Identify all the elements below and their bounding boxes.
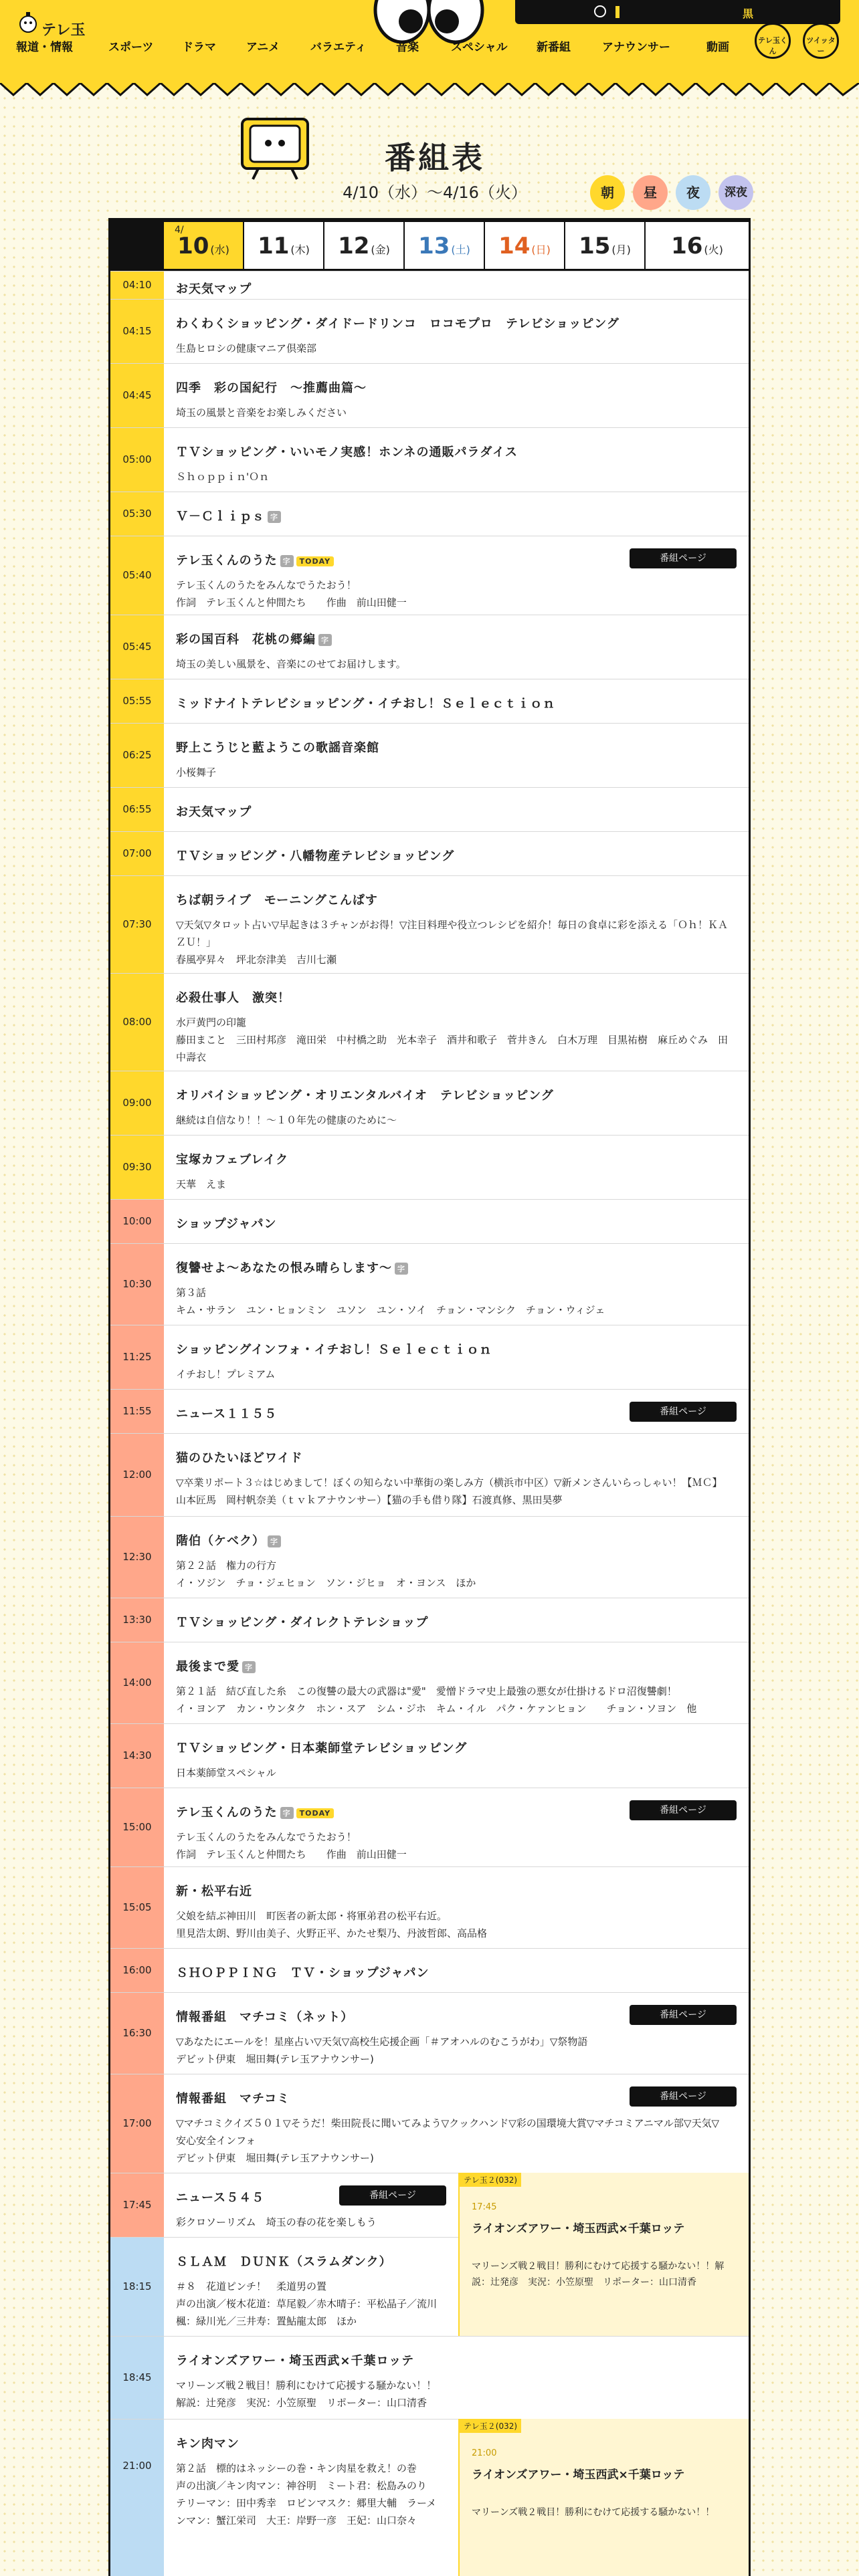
- program-desc: 生島ヒロシの健康マニア倶楽部: [176, 342, 317, 354]
- tab-day-number: 13: [418, 233, 450, 259]
- twitter-icon[interactable]: [803, 23, 839, 59]
- program-row[interactable]: [110, 1389, 749, 1433]
- subchannel-badge: テレ玉２(032): [460, 2419, 521, 2433]
- program-title[interactable]: ちば朝ライブ モーニングこんぱす: [176, 893, 378, 907]
- program-time: 14:00: [122, 1676, 152, 1689]
- tab-day-number: 15: [579, 233, 611, 259]
- program-title[interactable]: 猫のひたいほどワイド: [176, 1451, 303, 1465]
- program-row[interactable]: [110, 363, 749, 427]
- program-page-button[interactable]: 番組ページ: [339, 2185, 446, 2206]
- time-cell: [110, 1325, 164, 1389]
- program-page-button[interactable]: 番組ページ: [630, 2086, 737, 2107]
- subchannel-panel[interactable]: [458, 2173, 749, 2336]
- subtitle-tag: 字: [242, 1661, 256, 1673]
- program-row[interactable]: [110, 1516, 749, 1598]
- program-title[interactable]: ＴＶショッピング・八幡物産テレビショッピング: [176, 849, 455, 863]
- time-cell: [110, 1867, 164, 1948]
- program-desc: Ｓｈｏｐｐｉｎ'Ｏｎ: [176, 471, 270, 483]
- time-cell: [110, 1136, 164, 1199]
- time-cell: [110, 1390, 164, 1433]
- subchannel-time: 17:45: [472, 2202, 497, 2212]
- program-desc: マリーンズ戦２戦目！勝利にむけて応援する騒かない！！: [176, 2379, 437, 2391]
- program-desc: 第２１話 結び直した糸 この復讐の最大の武器は"愛" 愛憎ドラマ史上最強の悪女が仕掛けるドロ沼復讐劇！: [176, 1685, 677, 1697]
- time-cell: [110, 832, 164, 875]
- tab-day-number: 12: [338, 233, 370, 259]
- night-filter[interactable]: 夜: [676, 175, 710, 210]
- subtitle-tag: 字: [268, 511, 281, 523]
- program-desc: 埼玉の美しい風景を、音楽にのせてお届けします。: [176, 658, 406, 670]
- time-cell: [110, 1434, 164, 1516]
- program-time: 05:30: [122, 507, 152, 520]
- program-cast: 解説：辻発彦 実況：小笠原聖 リポーター：山口清香: [176, 2397, 427, 2409]
- program-title[interactable]: 復讐せよ〜あなたの恨み晴らします〜: [176, 1261, 392, 1275]
- program-row[interactable]: [110, 427, 749, 492]
- program-title[interactable]: ＳＬＡＭ ＤＵＮＫ（スラムダンク）: [176, 2255, 392, 2269]
- program-time: 17:00: [122, 2117, 152, 2129]
- nav-anime[interactable]: アニメ: [246, 41, 280, 54]
- icon-label: テレ玉くん: [758, 36, 787, 56]
- daytime-filter[interactable]: 昼: [633, 175, 668, 210]
- subchannel-time: 21:00: [472, 2448, 497, 2458]
- program-time: 16:00: [122, 1963, 152, 1976]
- tab-day-10[interactable]: [163, 222, 243, 269]
- program-row[interactable]: [110, 1642, 749, 1723]
- program-desc: テレ玉くんのうたをみんなでうたおう！: [176, 579, 357, 591]
- icon-label: ツイッター: [806, 36, 836, 56]
- program-time: 07:00: [122, 847, 152, 859]
- program-title[interactable]: ライオンズアワー・埼玉西武×千葉ロッテ: [176, 2354, 415, 2368]
- program-page-button[interactable]: 番組ページ: [630, 2005, 737, 2025]
- subtitle-tag: 字: [280, 555, 294, 567]
- clock-icon[interactable]: [594, 5, 606, 17]
- telletama-kun-icon[interactable]: [755, 23, 791, 59]
- program-time: 05:45: [122, 640, 152, 653]
- subtitle-tag: 字: [318, 634, 332, 646]
- program-row[interactable]: [110, 1135, 749, 1199]
- schedule-table: [108, 218, 751, 2576]
- program-time: 05:55: [122, 694, 152, 707]
- tab-weekday: (水): [210, 243, 229, 256]
- program-title[interactable]: 情報番組 マチコミ: [176, 2092, 290, 2106]
- program-time: 10:00: [122, 1214, 152, 1227]
- program-title[interactable]: ＴＶショッピング・ダイレクトテレショップ: [176, 1616, 429, 1630]
- program-title[interactable]: 四季 彩の国紀行 〜推薦曲篇〜: [176, 381, 367, 395]
- program-page-button[interactable]: 番組ページ: [630, 548, 737, 568]
- program-time: 09:00: [122, 1096, 152, 1109]
- program-row[interactable]: [110, 831, 749, 875]
- program-time: 18:45: [122, 2371, 152, 2383]
- tab-weekday: (金): [371, 243, 390, 256]
- header-zigzag: [0, 83, 859, 99]
- program-page-button[interactable]: 番組ページ: [630, 1800, 737, 1820]
- program-title[interactable]: ＴＶショッピング・いいモノ実感！ホンネの通販パラダイス: [176, 445, 518, 459]
- subchannel-desc: マリーンズ戦２戦目！勝利にむけて応援する騒かない！！: [472, 2507, 715, 2518]
- program-title[interactable]: 彩の国百科 花桃の郷編: [176, 633, 316, 647]
- program-cast: デビット伊東 堀田舞(テレ玉アナウンサー): [176, 2152, 374, 2164]
- program-time: 16:30: [122, 2026, 152, 2039]
- program-title[interactable]: Ｖ－Ｃｌｉｐｓ: [176, 510, 265, 524]
- tab-weekday: (木): [290, 243, 310, 256]
- time-cell: [110, 615, 164, 679]
- program-title[interactable]: ニュース５４５: [176, 2191, 265, 2205]
- program-desc: 彩クロソーリズム 埼玉の春の花を楽しもう: [176, 2216, 377, 2228]
- time-cell: [110, 1724, 164, 1788]
- program-title[interactable]: テレ玉くんのうた: [176, 1806, 278, 1820]
- nav-drama[interactable]: ドラマ: [182, 41, 216, 54]
- program-desc: 第３話: [176, 1287, 207, 1299]
- time-cell: [110, 1517, 164, 1598]
- program-cast: イ・ヨンア カン・ウンタク ホン・スア シム・ジホ キム・イル パク・ケァンヒョン チョン・ソヨン 他: [176, 1703, 697, 1715]
- program-title[interactable]: ミッドナイトテレビショッピング・イチおし！Ｓｅｌｅｃｔｉｏｎ: [176, 697, 556, 711]
- program-time: 04:15: [122, 324, 152, 337]
- day-tabs: [110, 220, 749, 271]
- tab-day-number: 10: [177, 233, 209, 259]
- program-row[interactable]: [110, 1992, 749, 2074]
- program-time: 11:25: [122, 1350, 152, 1363]
- program-time: 12:30: [122, 1550, 152, 1563]
- program-time: 12:00: [122, 1468, 152, 1481]
- tab-day-number: 16: [671, 233, 703, 259]
- morning-filter[interactable]: 朝: [590, 175, 625, 210]
- nav-sports[interactable]: スポーツ: [108, 41, 154, 54]
- program-title[interactable]: ニュース１１５５: [176, 1407, 278, 1421]
- program-time: 14:30: [122, 1749, 152, 1761]
- logo-text: テレ玉: [41, 22, 86, 39]
- nav-news[interactable]: 報道・情報: [16, 41, 73, 54]
- nav-announcer[interactable]: アナウンサー: [602, 41, 670, 54]
- program-row[interactable]: [110, 271, 749, 299]
- time-cell: [110, 1993, 164, 2074]
- program-desc: 父娘を結ぶ神田川 町医者の新太郎・将軍弟君の松平右近。: [176, 1910, 448, 1922]
- program-cast: 声の出演／キン肉マン：神谷明 ミート君：松島みのり テリーマン：田中秀幸 ロビンマスク：郷里大輔 ラーメンマン：蟹江栄司 大王：岸野一彦 王妃：山口奈々: [176, 2480, 437, 2527]
- subtitle-tag: 字: [268, 1535, 281, 1547]
- subchannel-title[interactable]: ライオンズアワー・埼玉西武×千葉ロッテ: [472, 2468, 685, 2482]
- program-row[interactable]: [110, 973, 749, 1071]
- time-cell: [110, 679, 164, 723]
- program-row[interactable]: [110, 1433, 749, 1516]
- late-night-filter[interactable]: 深夜: [719, 175, 753, 210]
- topbar-text[interactable]: 黒: [743, 7, 754, 20]
- program-cast: イ・ソジン チョ・ジェヒョン ソン・ジヒョ オ・ヨンス ほか: [176, 1577, 476, 1589]
- program-desc: 第２２話 権力の行方: [176, 1560, 277, 1572]
- program-row[interactable]: [110, 723, 749, 787]
- program-row[interactable]: [110, 1948, 749, 1992]
- tv-mascot-icon: [238, 114, 312, 181]
- time-cell: [110, 1244, 164, 1325]
- program-desc: イチおし！プレミアム: [176, 1368, 276, 1380]
- program-desc: テレ玉くんのうたをみんなでうたおう！: [176, 1831, 357, 1843]
- time-cell: [110, 428, 164, 492]
- program-time: 11:55: [122, 1404, 152, 1417]
- program-row[interactable]: [110, 679, 749, 723]
- program-time: 04:10: [122, 278, 152, 291]
- top-utility-bar: [515, 0, 840, 24]
- tab-day-number: 11: [258, 233, 290, 259]
- time-cell: [110, 974, 164, 1071]
- time-cell: [110, 1788, 164, 1866]
- program-time: 18:15: [122, 2280, 152, 2292]
- program-row[interactable]: [110, 2074, 749, 2173]
- program-title[interactable]: ショッピングインフォ・イチおし！Ｓｅｌｅｃｔｉｏｎ: [176, 1343, 492, 1357]
- time-cell: [110, 272, 164, 299]
- program-desc: ▽あなたにエールを！星座占い▽天気▽高校生応援企画「＃アオハルのむこうがわ」▽祭物語: [176, 2036, 588, 2048]
- program-page-button[interactable]: 番組ページ: [630, 1402, 737, 1422]
- time-cell: [110, 2173, 164, 2237]
- program-time: 08:00: [122, 1015, 152, 1028]
- program-row[interactable]: [110, 1325, 749, 1389]
- program-title[interactable]: テレ玉くんのうた: [176, 554, 278, 568]
- program-row[interactable]: [110, 1866, 749, 1948]
- subchannel-desc: マリーンズ戦２戦目！勝利にむけて応援する騒かない！！解説：辻発彦 実況：小笠原聖 リポーター：山口清香: [472, 2261, 725, 2288]
- program-time: 09:30: [122, 1160, 152, 1173]
- tab-weekday: (土): [451, 243, 470, 256]
- main-nav: [16, 37, 729, 58]
- program-time: 21:00: [122, 2460, 152, 2472]
- time-cell: [110, 300, 164, 363]
- program-cast: 作詞 テレ玉くんと仲間たち 作曲 前山田健一: [176, 1848, 407, 1860]
- program-row[interactable]: [110, 1788, 749, 1866]
- program-time: 05:00: [122, 453, 152, 465]
- program-cast: デビット伊東 堀田舞(テレ玉アナウンサー): [176, 2053, 374, 2065]
- time-cell: [110, 364, 164, 427]
- program-desc: 水戸黄門の印籠: [176, 1016, 247, 1029]
- time-cell: [110, 536, 164, 615]
- nav-new-programs[interactable]: 新番組: [537, 41, 571, 54]
- program-desc: 第２話 標的はネッシーの巻・キン肉星を救え！の巻: [176, 2462, 417, 2474]
- program-title[interactable]: ＳＨＯＰＰＩＮＧ ＴＶ・ショップジャパン: [176, 1966, 430, 1980]
- program-title[interactable]: 宝塚カフェブレイク: [176, 1153, 289, 1167]
- program-time: 15:00: [122, 1820, 152, 1833]
- program-title[interactable]: キン肉マン: [176, 2437, 240, 2451]
- program-time: 05:40: [122, 568, 152, 581]
- program-time: 15:05: [122, 1901, 152, 1913]
- header: [0, 0, 859, 84]
- time-cell: [110, 1949, 164, 1992]
- program-cast: 作詞 テレ玉くんと仲間たち 作曲 前山田健一: [176, 597, 407, 609]
- program-row[interactable]: [110, 1199, 749, 1243]
- program-time: 04:45: [122, 389, 152, 401]
- nav-variety[interactable]: バラエティ: [310, 41, 367, 54]
- program-title[interactable]: オリバイショッピング・オリエンタルバイオ テレビショッピング: [176, 1089, 554, 1103]
- tab-day-15[interactable]: [564, 222, 644, 269]
- date-range: 4/10（水）〜4/16（火）: [343, 183, 527, 202]
- logo-mascot-icon: [19, 11, 37, 33]
- page-title: 番組表: [385, 140, 485, 176]
- tab-day-14[interactable]: [484, 222, 564, 269]
- today-tag: TODAY: [296, 1808, 334, 1818]
- nav-special[interactable]: スペシャル: [451, 41, 508, 54]
- program-title[interactable]: ショップジャパン: [176, 1217, 277, 1231]
- program-title[interactable]: お天気マップ: [176, 282, 252, 296]
- divider: [615, 6, 619, 18]
- program-row[interactable]: [110, 787, 749, 831]
- program-desc: ▽天気▽タロット占い▽早起きは３チャンがお得！▽注目料理や役立つレシピを紹介！毎日の食卓に彩を添える「Ｏｈ！ＫＡＺＵ！」: [176, 919, 729, 948]
- program-desc: 埼玉の風景と音楽をお楽しみください: [176, 407, 347, 419]
- program-cast: 藤田まこと 三田村邦彦 滝田栄 中村橋之助 光本幸子 酒井和歌子 菅井きん 白木万理 目黒祐樹 麻丘めぐみ 田中壽衣: [176, 1034, 729, 1063]
- program-time: 17:45: [122, 2198, 152, 2211]
- program-row[interactable]: [110, 1723, 749, 1788]
- program-time: 07:30: [122, 918, 152, 930]
- nav-video[interactable]: 動画: [706, 41, 729, 54]
- program-desc: 天華 えま: [176, 1178, 227, 1190]
- program-title[interactable]: 必殺仕事人 激突！: [176, 991, 290, 1005]
- subchannel-title[interactable]: ライオンズアワー・埼玉西武×千葉ロッテ: [472, 2222, 685, 2236]
- nav-music[interactable]: 音楽: [396, 41, 419, 54]
- today-tag: TODAY: [296, 556, 334, 566]
- time-cell: [110, 1642, 164, 1723]
- time-cell: [110, 2420, 164, 2576]
- program-time: 06:25: [122, 748, 152, 761]
- subtitle-tag: 字: [280, 1807, 294, 1819]
- time-cell: [110, 2238, 164, 2336]
- program-cast: 春風亭昇々 坪北奈津美 吉川七瀬: [176, 954, 337, 966]
- program-title[interactable]: 新・松平右近: [176, 1885, 252, 1899]
- time-cell: [110, 1200, 164, 1243]
- tab-day-number: 14: [498, 233, 531, 259]
- program-cast: 声の出演／桜木花道：草尾毅／赤木晴子：平松晶子／流川楓：緑川光／三井寿：置鮎龍太郎 ほか: [176, 2298, 438, 2327]
- program-time: 06:55: [122, 802, 152, 815]
- program-title[interactable]: 情報番組 マチコミ（ネット）: [176, 2010, 354, 2024]
- tab-month: 4/: [175, 225, 184, 235]
- time-cell: [110, 1071, 164, 1135]
- program-desc: ＃８ 花道ピンチ！ 柔道男の置: [176, 2280, 327, 2292]
- program-cast: キム・サラン ユン・ヒョンミン ユソン ユン・ソイ チョン・マンシク チョン・ウィジェ: [176, 1304, 605, 1316]
- program-title[interactable]: わくわくショッピング・ダイドードリンコ ロコモプロ テレビショッピング: [176, 317, 619, 331]
- program-row[interactable]: [110, 615, 749, 679]
- program-row[interactable]: [110, 299, 749, 363]
- time-cell: [110, 876, 164, 973]
- program-cast: 里見浩太朗、野川由美子、火野正平、かたせ梨乃、丹波哲郎、高品格: [176, 1927, 488, 1939]
- tab-day-13[interactable]: [403, 222, 484, 269]
- program-title[interactable]: 最後まで愛: [176, 1660, 240, 1674]
- tab-day-12[interactable]: [323, 222, 403, 269]
- subchannel-panel[interactable]: [458, 2419, 749, 2576]
- program-row[interactable]: [110, 1243, 749, 1325]
- tab-day-16[interactable]: [644, 222, 749, 269]
- tab-weekday: (火): [704, 243, 723, 256]
- program-row[interactable]: [110, 536, 749, 615]
- time-cell: [110, 492, 164, 536]
- program-desc: ▽卒業リポート３☆はじめまして！ぼくの知らない中華街の楽しみ方（横浜市中区）▽新メンさんいらっしゃい！【ＭＣ】山本匠馬 岡村帆奈美（ｔｖｋアナウンサー）【猫の手も借り隊】石渡真修、黒田昊夢: [176, 1477, 723, 1506]
- program-desc: 日本薬師堂スペシャル: [176, 1767, 276, 1779]
- subtitle-tag: 字: [395, 1263, 408, 1275]
- time-cell: [110, 788, 164, 831]
- program-desc: ▽マチコミクイズ５０１▽そうだ！柴田院長に聞いてみよう▽クックハンド▽彩の国環境大賞▽マチコミアニマル部▽天気▽安心安全インフォ: [176, 2117, 720, 2147]
- time-cell: [110, 1598, 164, 1642]
- program-row[interactable]: [110, 1598, 749, 1642]
- time-cell: [110, 2337, 164, 2419]
- program-time: 10:30: [122, 1277, 152, 1290]
- time-cell: [110, 724, 164, 787]
- program-row[interactable]: [110, 492, 749, 536]
- program-time: 13:30: [122, 1613, 152, 1626]
- program-row[interactable]: [110, 875, 749, 973]
- program-title[interactable]: ＴＶショッピング・日本薬師堂テレビショッピング: [176, 1741, 468, 1755]
- program-desc: 継続は自信なり！！〜１０年先の健康のために〜: [176, 1114, 397, 1126]
- program-desc: 小桜舞子: [176, 766, 217, 778]
- subchannel-badge: テレ玉２(032): [460, 2173, 521, 2187]
- tab-weekday: (月): [611, 243, 631, 256]
- tab-day-11[interactable]: [243, 222, 323, 269]
- time-cell: [110, 2074, 164, 2173]
- program-title[interactable]: 階伯（ケベク）: [176, 1534, 265, 1548]
- tab-weekday: (日): [531, 243, 551, 256]
- program-row[interactable]: [110, 2336, 749, 2419]
- program-title[interactable]: お天気マップ: [176, 805, 252, 819]
- program-row[interactable]: [110, 1071, 749, 1135]
- program-title[interactable]: 野上こうじと藍ようこの歌謡音楽館: [176, 741, 379, 755]
